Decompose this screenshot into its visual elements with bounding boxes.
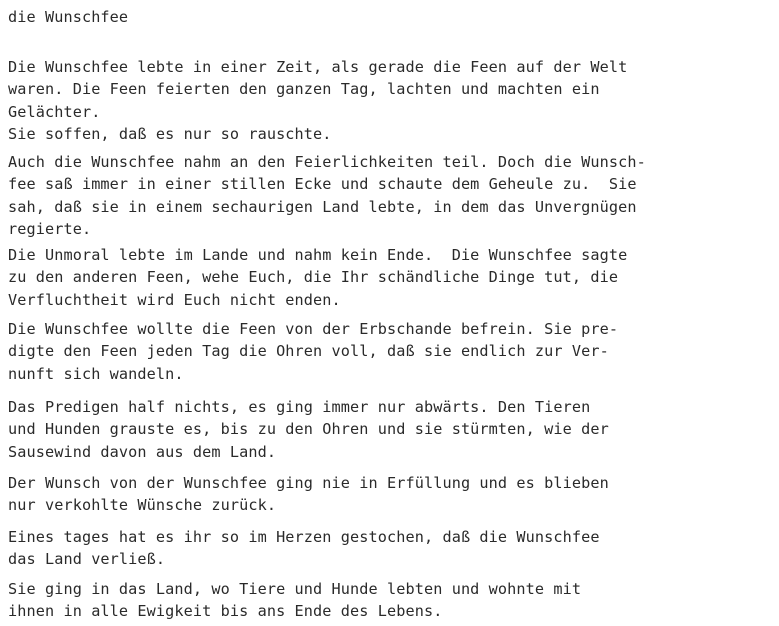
paragraph-8 (8, 578, 773, 623)
paragraph-5 (8, 396, 773, 463)
text-line: waren. Die Feen feierten den ganzen Tag, lachten und machten ein (8, 80, 600, 99)
text-line: Auch die Wunschfee nahm an den Feierlichkeiten teil. Doch die Wunsch- (8, 153, 646, 171)
text-line: digte den Feen jeden Tag die Ohren voll, daß sie endlich zur Ver- (8, 342, 609, 361)
text-line: Verfluchtheit wird Euch nicht enden. (8, 290, 341, 309)
text-line: Sausewind davon aus dem Land. (8, 442, 277, 461)
text-line: zu den anderen Feen, wehe Euch, die Ihr schändliche Dinge tut, die (8, 268, 619, 287)
text-line: das Land verließ. (8, 550, 166, 569)
paragraph-6 (8, 472, 773, 517)
text-line: Eines tages hat es ihr so im Herzen gestochen, daß die Wunschfee (8, 528, 600, 546)
paragraph-7 (8, 526, 773, 571)
text-line: nur verkohlte Wünsche zurück. (8, 496, 277, 515)
text-line: Die Wunschfee lebte in einer Zeit, als gerade die Feen auf der Welt (8, 58, 628, 76)
text-line: Der Wunsch von der Wunschfee ging nie in Erfüllung und es blieben (8, 474, 609, 492)
paragraph-2 (8, 151, 773, 241)
paragraph-1 (8, 56, 773, 146)
text-line: regierte. (8, 220, 92, 239)
text-line: Die Unmoral lebte im Lande und nahm kein Ende. Die Wunschfee sagte (8, 246, 628, 264)
text-line: Sie ging in das Land, wo Tiere und Hunde lebten und wohnte mit (8, 580, 582, 598)
text-line: sah, daß sie in einem sechaurigen Land lebte, in dem das Unvergnügen (8, 197, 637, 216)
document-title: die Wunschfee (8, 8, 129, 26)
text-line: Das Predigen half nichts, es ging immer nur abwärts. Den Tieren (8, 398, 591, 416)
text-line: fee saß immer in einer stillen Ecke und schaute dem Geheule zu. Sie (8, 175, 637, 194)
text-line: Die Wunschfee wollte die Feen von der Erbschande befrein. Sie pre- (8, 320, 619, 338)
text-line: nunft sich wandeln. (8, 364, 184, 383)
text-line: und Hunden grauste es, bis zu den Ohren und sie stürmten, wie der (8, 420, 609, 439)
paragraph-4 (8, 318, 773, 385)
text-line: Gelächter. (8, 102, 101, 121)
text-line: Sie soffen, daß es nur so rauschte. (8, 125, 332, 144)
paragraph-3 (8, 244, 773, 311)
text-line: ihnen in alle Ewigkeit bis ans Ende des Lebens. (8, 602, 443, 621)
typewritten-page (8, 4, 773, 622)
